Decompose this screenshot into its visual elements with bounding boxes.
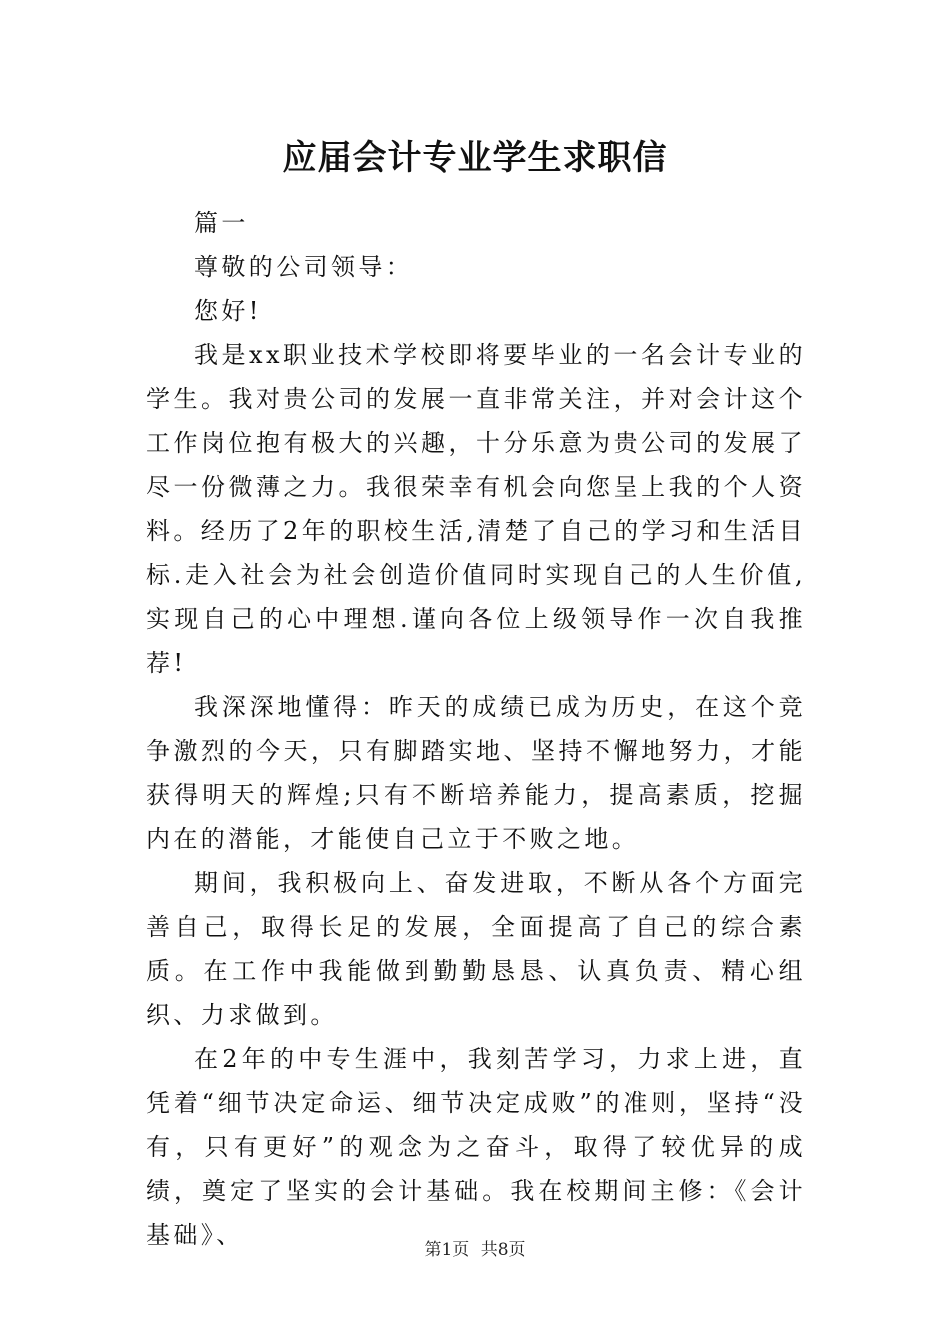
section-heading: 篇一	[194, 209, 249, 237]
page-total: 共8页	[480, 1240, 526, 1260]
greeting: 您好!	[194, 297, 262, 325]
document-title: 应届会计专业学生求职信	[282, 138, 668, 178]
salutation: 尊敬的公司领导：	[194, 253, 414, 281]
page-footer	[0, 1238, 950, 1262]
document-body	[146, 201, 806, 1257]
body-paragraph: 在2年的中专生涯中，我刻苦学习，力求上进，直凭着“细节决定命运、细节决定成败”的准则，坚持“没有，只有更好”的观念为之奋斗，取得了较优异的成绩，奠定了坚实的会计基础。我在校期间主修：《会计基础》、	[146, 1045, 806, 1249]
body-paragraph: 我深深地懂得：昨天的成绩已成为历史，在这个竞争激烈的今天，只有脚踏实地、坚持不懈地努力，才能获得明天的辉煌;只有不断培养能力，提高素质，挖掘内在的潜能，才能使自己立于不败之地。	[146, 693, 806, 853]
page-number: 第1页	[424, 1240, 470, 1260]
body-paragraph: 期间，我积极向上、奋发进取，不断从各个方面完善自己，取得长足的发展，全面提高了自己的综合素质。在工作中我能做到勤勤恳恳、认真负责、精心组织、力求做到。	[146, 869, 806, 1029]
body-paragraph: 我是xx职业技术学校即将要毕业的一名会计专业的学生。我对贵公司的发展一直非常关注，并对会计这个工作岗位抱有极大的兴趣，十分乐意为贵公司的发展了尽一份微薄之力。我很荣幸有机会向您呈上我的个人资料。经历了2年的职校生活,清楚了自己的学习和生活目标.走入社会为社会创造价值同时实现自己的人生价值,实现自己的心中理想.谨向各位上级领导作一次自我推荐!	[146, 341, 806, 677]
